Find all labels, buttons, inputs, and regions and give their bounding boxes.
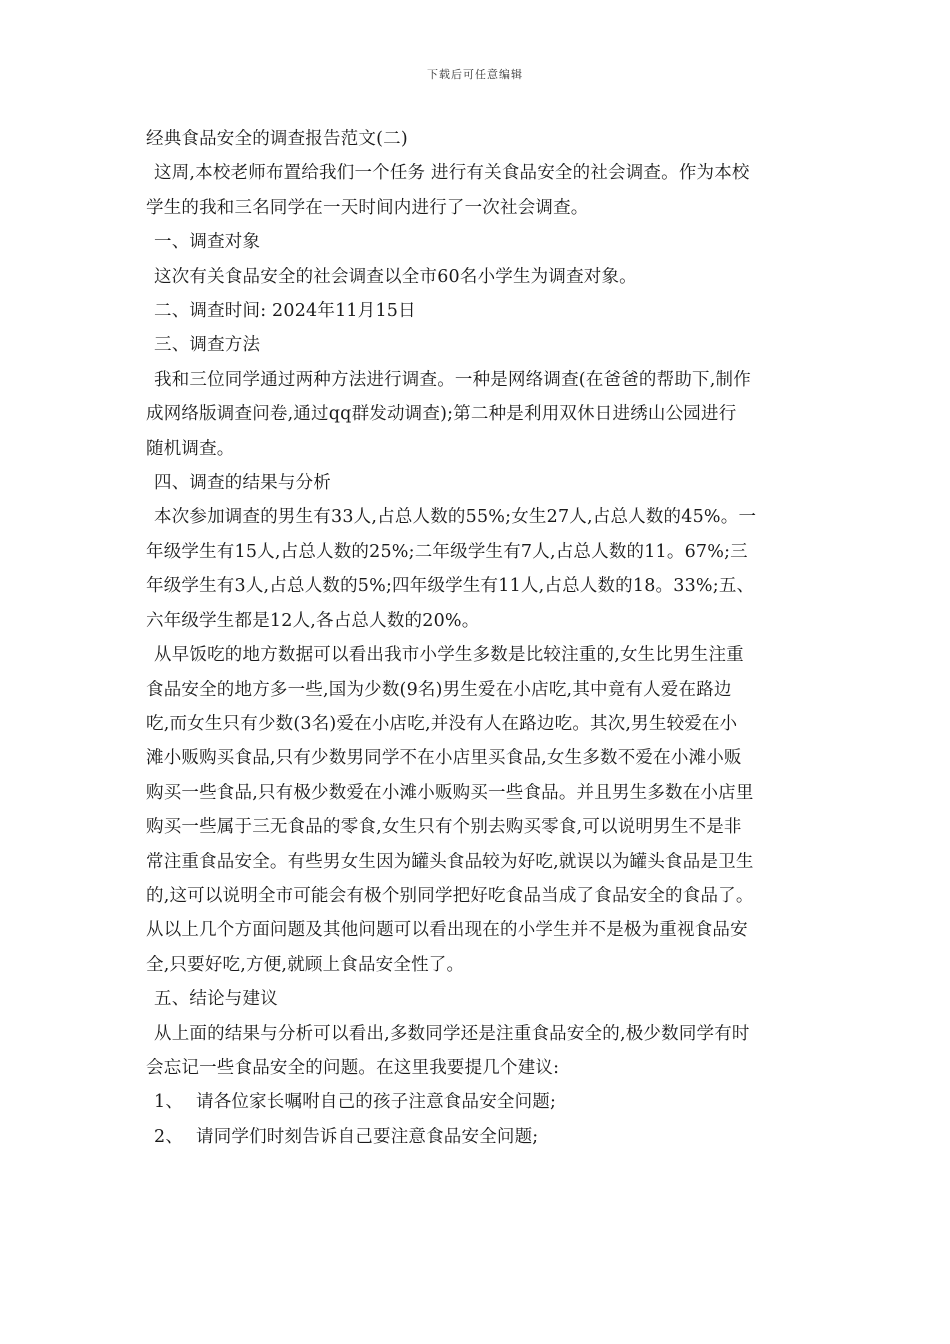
text-line: 常注重食品安全。有些男女生因为罐头食品较为好吃,就误以为罐头食品是卫生 <box>146 851 754 872</box>
text-line: 我和三位同学通过两种方法进行调查。一种是网络调查(在爸爸的帮助下,制作 <box>154 369 751 390</box>
text-line: 购买一些属于三无食品的零食,女生只有个别去购买零食,可以说明男生不是非 <box>146 817 742 838</box>
heading-line: 五、结论与建议 <box>154 989 278 1010</box>
intro-paragraph <box>146 156 810 225</box>
section3-heading <box>146 328 810 362</box>
section4-paragraph-stats <box>146 500 810 638</box>
text-line: 年级学生有3人,占总人数的5%;四年级学生有11人,占总人数的18。33%;五、 <box>146 576 755 597</box>
section5-heading <box>146 982 810 1016</box>
text-line: 本次参加调查的男生有33人,占总人数的55%;女生27人,占总人数的45%。一 <box>154 507 757 528</box>
suggestion-item <box>146 1085 810 1119</box>
text-line: 滩小贩购买食品,只有少数男同学不在小店里买食品,女生多数不爱在小滩小贩 <box>146 748 742 769</box>
text-line: 会忘记一些食品安全的问题。在这里我要提几个建议: <box>146 1057 560 1078</box>
heading-line: 四、调查的结果与分析 <box>154 473 331 494</box>
heading-line: 二、调查时间: 2024年11月15日 <box>154 301 416 322</box>
document-title <box>146 122 810 156</box>
suggestion-item <box>146 1120 810 1154</box>
section1-paragraph <box>146 260 810 294</box>
text-line: 食品安全的地方多一些,国为少数(9名)男生爱在小店吃,其中竟有人爱在路边 <box>146 679 732 700</box>
heading-line: 一、调查对象 <box>154 232 261 253</box>
text-line: 全,只要好吃,方便,就顾上食品安全性了。 <box>146 954 465 975</box>
text-line: 这次有关食品安全的社会调查以全市60名小学生为调查对象。 <box>154 266 637 287</box>
section3-paragraph <box>146 363 810 466</box>
text-line: 从以上几个方面问题及其他问题可以看出现在的小学生并不是极为重视食品安 <box>146 920 748 941</box>
suggestion-number: 2、 <box>154 1126 184 1147</box>
suggestion-text: 请各位家长嘱咐自己的孩子注意食品安全问题; <box>196 1092 557 1113</box>
text-line: 的,这可以说明全市可能会有极个别同学把好吃食品当成了食品安全的食品了。 <box>146 885 754 906</box>
heading-line: 三、调查方法 <box>154 335 261 356</box>
title-line: 经典食品安全的调查报告范文(二) <box>146 129 408 149</box>
document-body <box>146 122 810 1154</box>
section2-heading <box>146 294 810 328</box>
header-note: 下载后可任意编辑 <box>427 68 523 81</box>
section4-paragraph-analysis <box>146 638 810 982</box>
section5-paragraph <box>146 1017 810 1086</box>
text-line: 六年级学生都是12人,各占总人数的20%。 <box>146 610 480 631</box>
section4-heading <box>146 466 810 500</box>
text-line: 从早饭吃的地方数据可以看出我市小学生多数是比较注重的,女生比男生注重 <box>154 645 744 666</box>
text-line: 随机调查。 <box>146 438 235 459</box>
text-line: 成网络版调查问卷,通过qq群发动调查);第二种是利用双休日进绣山公园进行 <box>146 404 737 425</box>
text-line: 年级学生有15人,占总人数的25%;二年级学生有7人,占总人数的11。67%;三 <box>146 541 748 562</box>
text-line: 学生的我和三名同学在一天时间内进行了一次社会调查。 <box>146 197 589 218</box>
suggestion-number: 1、 <box>154 1092 184 1113</box>
text-line: 从上面的结果与分析可以看出,多数同学还是注重食品安全的,极少数同学有时 <box>154 1023 750 1044</box>
suggestion-text: 请同学们时刻告诉自己要注意食品安全问题; <box>196 1126 539 1147</box>
text-line: 这周,本校老师布置给我们一个任务 进行有关食品安全的社会调查。作为本校 <box>154 163 750 184</box>
text-line: 吃,而女生只有少数(3名)爱在小店吃,并没有人在路边吃。其次,男生较爱在小 <box>146 713 738 734</box>
text-line: 购买一些食品,只有极少数爱在小滩小贩购买一些食品。并且男生多数在小店里 <box>146 782 754 803</box>
section1-heading <box>146 225 810 259</box>
